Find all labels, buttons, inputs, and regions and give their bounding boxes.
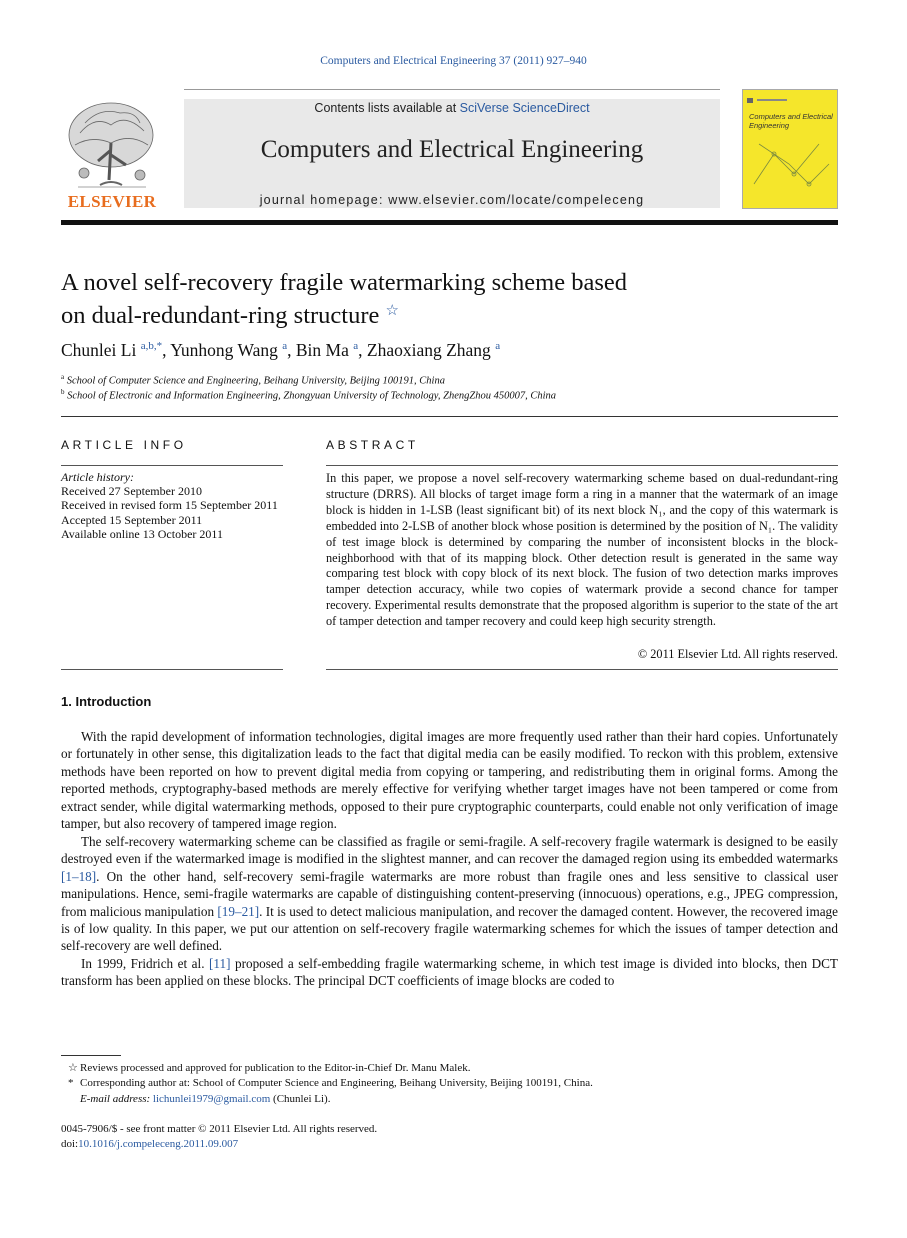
doi-label: doi: (61, 1138, 79, 1150)
author-separator: , (358, 340, 367, 360)
author-name: Yunhong Wang (170, 340, 278, 360)
sciencedirect-link[interactable]: SciVerse ScienceDirect (459, 101, 590, 115)
article-history (61, 470, 283, 541)
footnote-mark: ☆ (68, 1062, 78, 1074)
contents-line (184, 101, 720, 115)
author-name: Bin Ma (295, 340, 349, 360)
footnote-rule (61, 1055, 121, 1056)
paragraph-text: . It is used to detect malicious manipulation, and recover the damaged content. However, the recovered image is of low quality. In this paper, we put our attention on self-recovery fragile watermarking schemes for which the issues of tamper detection and self-recovery are well defined. (61, 903, 838, 954)
introduction-body (61, 728, 838, 990)
abstract-rule (326, 465, 838, 466)
paragraph-text: In 1999, Fridrich et al. (81, 955, 210, 971)
history-item: Available online 13 October 2011 (61, 526, 223, 541)
journal-reference[interactable]: Computers and Electrical Engineering 37 (2011) 927–940 (320, 55, 587, 67)
issn-line: 0045-7906/$ - see front matter © 2011 Elsevier Ltd. All rights reserved. (61, 1123, 378, 1135)
paragraph-text: The self-recovery watermarking scheme can be classified as fragile or semi-fragile. A self-recovery fragile watermark is designed to be easily destroyed even if the watermarked image is modified in the slightest manner, and can recover the damaged region using its embedded watermarks (61, 833, 838, 867)
author-affiliation-marker[interactable]: a (353, 340, 359, 353)
article-info-heading: ARTICLE INFO (61, 438, 187, 452)
issn-block (61, 1122, 377, 1152)
citation-link[interactable]: [19–21] (217, 903, 260, 919)
intro-paragraph-2 (61, 833, 838, 955)
author-separator: , (162, 340, 171, 360)
footnotes (61, 1061, 838, 1107)
paragraph-text: . On the other hand, self-recovery semi-fragile watermarks are more robust than fragile ones and less sensitive to classical user manipulations. Hence, semi-fragile watermarks are capable of distinguishing content-preserving (innocuous) operations, e.g., JPEG compression, from malicious manipulation (61, 868, 838, 919)
footnote-corresponding (61, 1076, 838, 1091)
footnote-mark: * (68, 1077, 74, 1090)
title-line-2: on dual-redundant-ring structure (61, 302, 380, 329)
email-owner: (Chunlei Li). (270, 1092, 331, 1105)
paragraph-text: proposed a self-embedding fragile watermarking scheme, in which test image is divided into blocks, then DCT transform has been applied on these blocks. The principal DCT coefficients of image blocks are coded to (61, 955, 838, 989)
email-label: E-mail address: (80, 1092, 153, 1105)
article-title (61, 268, 761, 330)
affiliation-divider (61, 416, 838, 417)
affiliation-text: School of Electronic and Information Engineering, Zhongyuan University of Technology, ZhengZhou 450007, China (67, 390, 557, 402)
elsevier-wordmark: ELSEVIER (67, 192, 157, 211)
author-affiliation-marker[interactable]: a (282, 340, 288, 353)
email-link[interactable]: lichunlei1979@gmail.com (152, 1092, 271, 1105)
citation-link[interactable]: [1–18] (61, 868, 97, 884)
author-name: Zhaoxiang Zhang (366, 340, 491, 360)
affiliation-marker: a (61, 373, 65, 381)
history-item: Received 27 September 2010 (61, 484, 202, 499)
cover-circuit-graphic (749, 134, 833, 194)
footnote-text: Reviews processed and approved for publication to the Editor-in-Chief Dr. Manu Malek. (80, 1062, 471, 1074)
article-info-rule (61, 465, 283, 466)
history-item: Accepted 15 September 2011 (61, 512, 203, 527)
citation-link[interactable]: [11] (209, 955, 231, 971)
author-list (61, 340, 500, 361)
header-divider (61, 220, 838, 225)
journal-cover-thumbnail[interactable] (742, 89, 838, 209)
abstract-heading: ABSTRACT (326, 438, 419, 452)
cover-band-graphic (743, 96, 838, 106)
contents-prefix: Contents lists available at (314, 101, 460, 115)
section-heading-introduction: 1. Introduction (61, 694, 152, 709)
title-line-1: A novel self-recovery fragile watermarking scheme based (61, 269, 627, 296)
author-name: Chunlei Li (61, 340, 137, 360)
abstract-text: In this paper, we propose a novel self-recovery watermarking scheme based on dual-redundant-ring structure (DRRS). All blocks of target image form a ring in a manner that the watermark of an image block is hidden in 1-LSB (least significant bit) of its next block N₁, and the copy of this watermark is embedded into 2-LSB of another block whose position is determined by the position of N₁. The validity of test image block is determined by comparing the number of inconsistent blocks in the block-neighborhood with that of its mapping block. Other detection result is generated in the same way comparing test block with copy block of its next block. The fusion of two detection marks improves tamper detection accuracy, while two copies of watermark provide a second chance for tamper recovery. Experimental results demonstrate that the proposed algorithm is superior to the state of the art of tamper detection and tamper recovery and could keep high security strength. (326, 471, 838, 629)
cover-title: Computers and Electrical Engineering (749, 112, 833, 130)
history-item: Received in revised form 15 September 2011 (61, 498, 278, 513)
intro-paragraph-3 (61, 955, 838, 990)
affiliation-b (61, 388, 556, 402)
intro-paragraph-1: With the rapid development of information technologies, digital images are more frequently used rather than their hard copies. Unfortunately or fortunately in other sense, this digitalization leads to the fact that digital media can be easily modified. To reckon with this problem, extensive methods have been reported on how to prevent digital media from copying or tampering, and redistributing them in original forms. Among the reported methods, cryptography-based methods are merely effective for verifying whether target images have not been tampered or come from extract sender, while digital watermarking methods, opposed to their pure cryptographic counterparts, could enable not only verification of image tamper, but also recovery of tampered image region. (61, 729, 838, 832)
journal-name: Computers and Electrical Engineering (260, 136, 644, 163)
footnote-review (61, 1061, 838, 1076)
doi-link[interactable]: 10.1016/j.compeleceng.2011.09.007 (78, 1138, 239, 1150)
footnote-email (61, 1092, 838, 1107)
author-separator: , (287, 340, 296, 360)
article-info-bottom-rule (61, 669, 283, 670)
affiliation-a (61, 373, 445, 387)
affiliation-text: School of Computer Science and Engineering, Beihang University, Beijing 100191, China (66, 375, 445, 387)
title-footnote-star[interactable]: ☆ (385, 303, 399, 319)
affiliation-marker: b (61, 388, 65, 396)
history-label: Article history: (61, 470, 134, 484)
abstract-copyright: © 2011 Elsevier Ltd. All rights reserved. (637, 647, 838, 661)
author-affiliation-marker[interactable]: a (495, 340, 501, 353)
footnote-text: Corresponding author at: School of Computer Science and Engineering, Beihang University, Beijing 100191, China. (80, 1077, 593, 1090)
author-affiliation-marker[interactable]: a,b,* (140, 340, 163, 353)
abstract-bottom-rule (326, 669, 838, 670)
journal-homepage[interactable]: journal homepage: www.elsevier.com/locate/compeleceng (259, 193, 645, 207)
header-top-rule (184, 89, 720, 90)
